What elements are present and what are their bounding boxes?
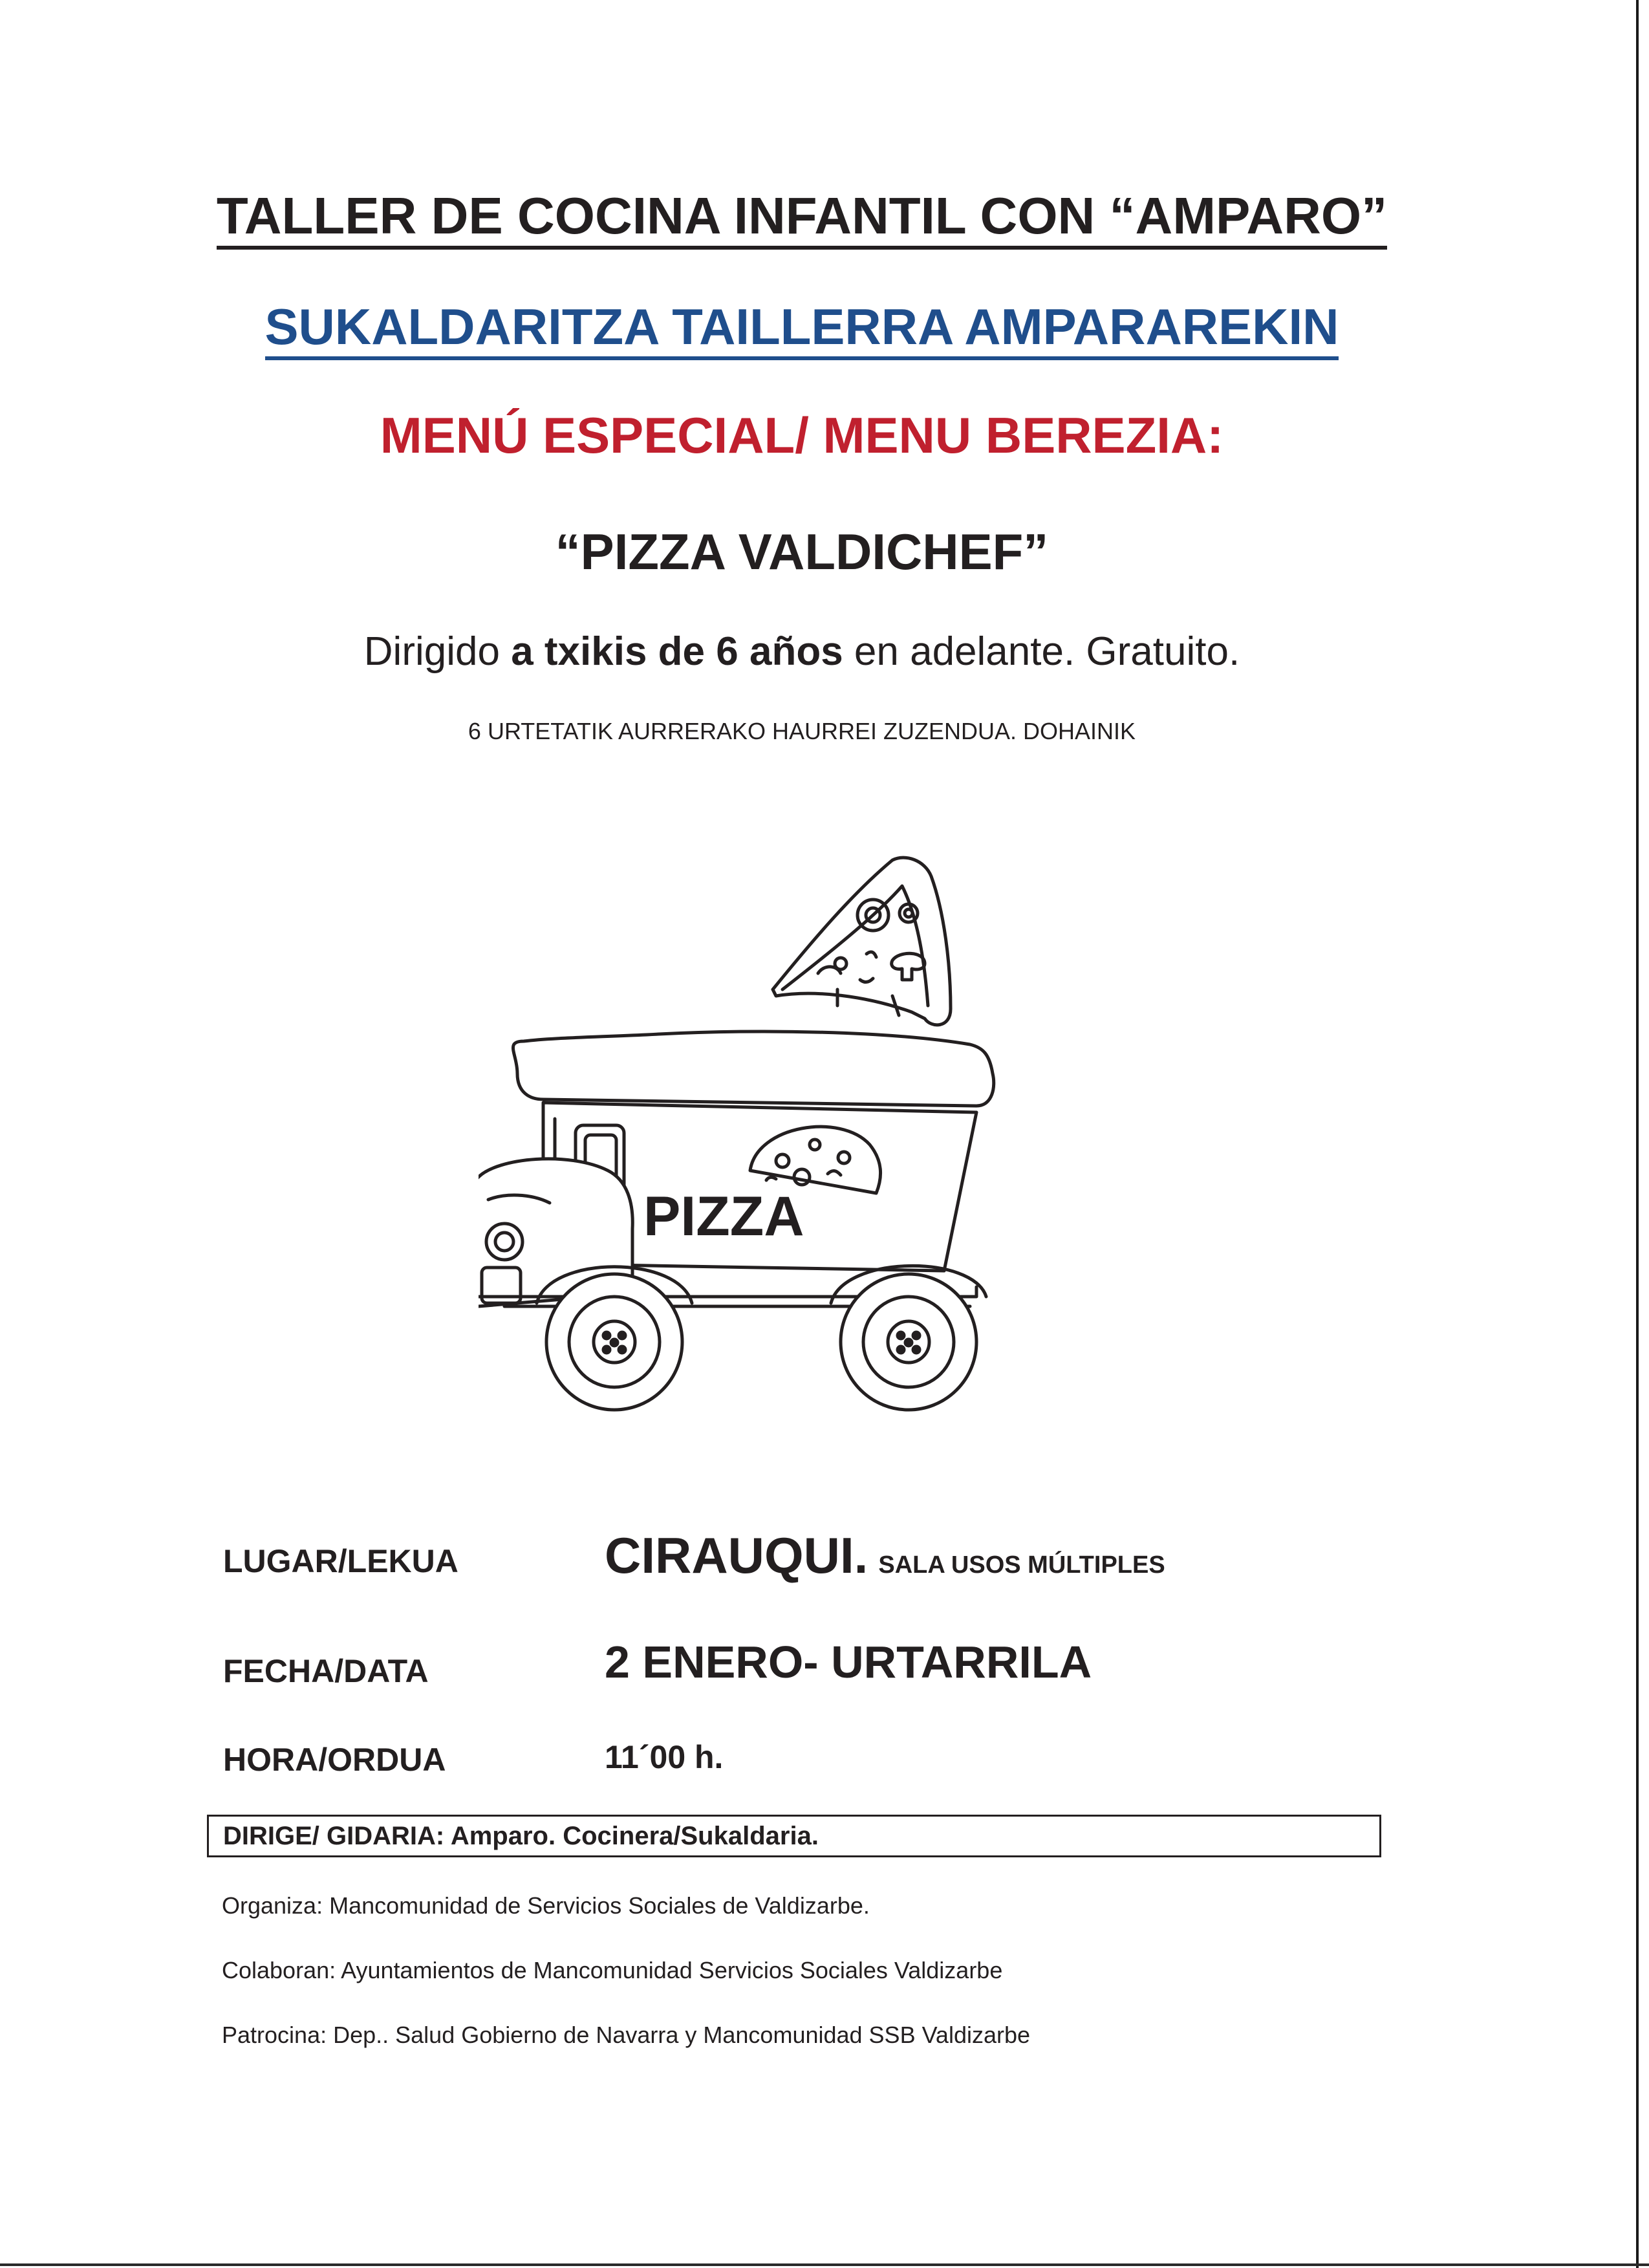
credit-organiza: Organiza: Mancomunidad de Servicios Sociales de Valdizarbe. xyxy=(222,1892,870,1919)
director-box xyxy=(207,1815,1381,1857)
target-audience xyxy=(0,629,1604,675)
credit-colaboran: Colaboran: Ayuntamientos de Mancomunidad Servicios Sociales Valdizarbe xyxy=(222,1957,1003,1983)
poster-subtitle-text: SUKALDARITZA TAILLERRA AMPARAREKIN xyxy=(265,298,1339,360)
pizza-truck-icon xyxy=(479,841,1073,1442)
target-audience-basque: 6 URTETATIK AURRERAKO HAURREI ZUZENDUA. DOHAINIK xyxy=(468,718,1136,744)
target-audience-part3: en adelante. Gratuito. xyxy=(843,629,1240,674)
pizza-slice-icon xyxy=(773,858,951,1025)
poster-title-text: TALLER DE COCINA INFANTIL CON “AMPARO” xyxy=(217,187,1387,250)
poster-title xyxy=(0,186,1604,246)
date-label: FECHA/DATA xyxy=(223,1653,429,1689)
target-audience-part1: Dirigido xyxy=(363,629,512,674)
place-value: CIRAUQUI. xyxy=(605,1527,868,1584)
place-value-row xyxy=(605,1526,1165,1585)
time-label: HORA/ORDUA xyxy=(223,1742,446,1778)
scan-edge-right xyxy=(1636,0,1639,2268)
date-value: 2 ENERO- URTARRILA xyxy=(605,1637,1092,1687)
place-label: LUGAR/LEKUA xyxy=(223,1543,458,1579)
time-value: 11´00 h. xyxy=(605,1739,724,1775)
poster-subtitle xyxy=(0,297,1604,356)
target-audience-bold: a txikis de 6 años xyxy=(511,629,843,674)
truck-pizza-label: PIZZA xyxy=(643,1185,804,1247)
director-text: DIRIGE/ GIDARIA: Amparo. Cocinera/Sukaldaria. xyxy=(223,1822,819,1850)
scan-edge-bottom xyxy=(0,2263,1649,2266)
credit-patrocina: Patrocina: Dep.. Salud Gobierno de Navarra y Mancomunidad SSB Valdizarbe xyxy=(222,2022,1031,2048)
place-detail: SALA USOS MÚLTIPLES xyxy=(878,1551,1165,1579)
menu-heading: MENÚ ESPECIAL/ MENU BEREZIA: xyxy=(380,407,1224,464)
pizza-name: “PIZZA VALDICHEF” xyxy=(555,523,1049,580)
